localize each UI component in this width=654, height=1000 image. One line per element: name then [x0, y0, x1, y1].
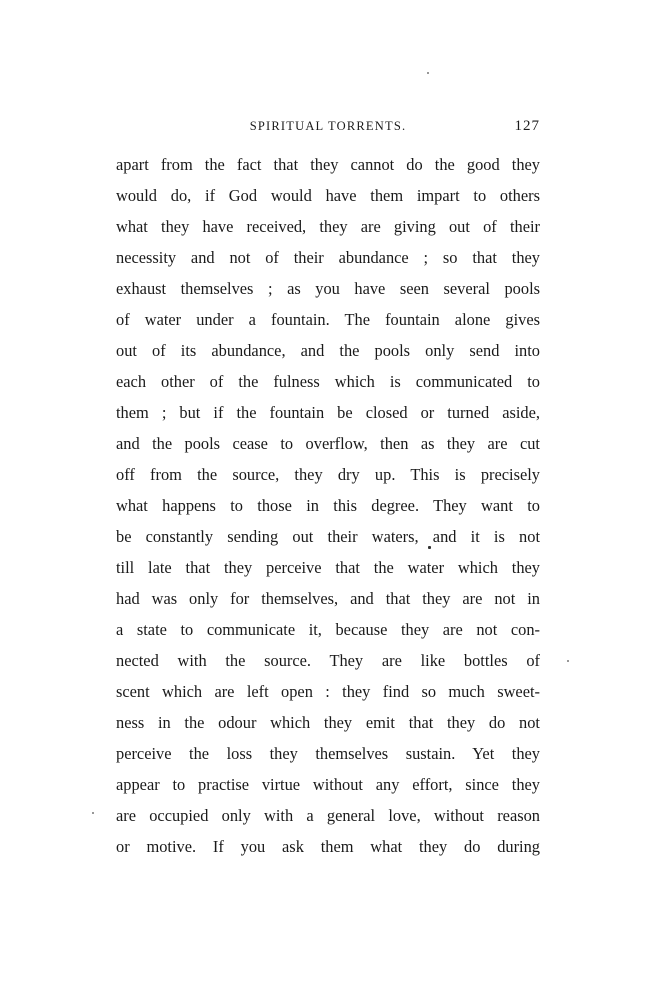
scan-speck	[567, 660, 569, 662]
scan-speck	[427, 72, 429, 74]
text-line: a state to communicate it, because they are not con-	[116, 620, 540, 639]
text-line: or motive. If you ask them what they do during	[116, 837, 540, 856]
text-line: are occupied only with a general love, without reason	[116, 806, 540, 825]
text-line: of water under a fountain. The fountain alone gives	[116, 310, 540, 329]
text-line: necessity and not of their abundance ; so that they	[116, 248, 540, 267]
text-line: nected with the source. They are like bottles of	[116, 651, 540, 670]
text-line: apart from the fact that they cannot do the good they	[116, 155, 540, 174]
page-number: 127	[514, 118, 540, 134]
text-line: till late that they perceive that the water which they	[116, 558, 540, 577]
running-head	[116, 116, 540, 136]
text-line: what they have received, they are giving out of their	[116, 217, 540, 236]
text-line: perceive the loss they themselves sustain. Yet they	[116, 744, 540, 763]
scan-speck	[92, 812, 94, 814]
running-title: SPIRITUAL TORRENTS.	[249, 119, 407, 133]
text-line: off from the source, they dry up. This is precisely	[116, 465, 540, 484]
text-line: out of its abundance, and the pools only send into	[116, 341, 540, 360]
text-line: appear to practise virtue without any effort, since they	[116, 775, 540, 794]
body-text	[116, 149, 540, 862]
text-line: and the pools cease to overflow, then as they are cut	[116, 434, 540, 453]
text-line: be constantly sending out their waters, and it is not	[116, 527, 540, 546]
text-line: ness in the odour which they emit that they do not	[116, 713, 540, 732]
text-line: scent which are left open : they find so much sweet-	[116, 682, 540, 701]
scan-speck	[428, 546, 431, 549]
text-line: exhaust themselves ; as you have seen several pools	[116, 279, 540, 298]
text-line: them ; but if the fountain be closed or turned aside,	[116, 403, 540, 422]
text-line: had was only for themselves, and that they are not in	[116, 589, 540, 608]
text-line: what happens to those in this degree. They want to	[116, 496, 540, 515]
text-line: each other of the fulness which is communicated to	[116, 372, 540, 391]
text-line: would do, if God would have them impart to others	[116, 186, 540, 205]
